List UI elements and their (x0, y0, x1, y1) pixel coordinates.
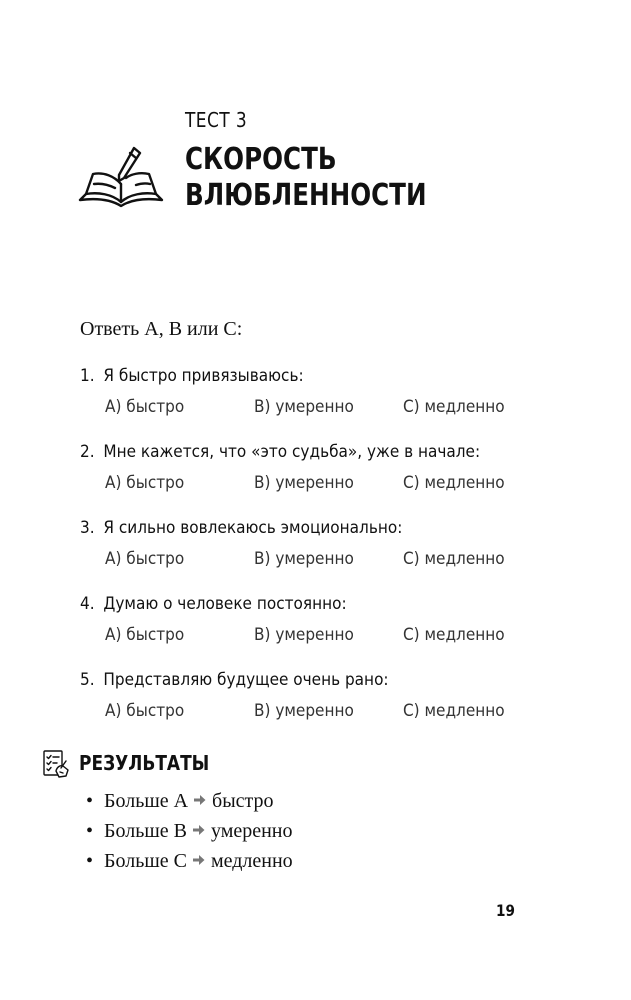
answer-option-a: А) быстро (105, 473, 185, 493)
answer-option-a: А) быстро (105, 397, 185, 417)
results-list (86, 788, 293, 878)
question-list (80, 366, 550, 746)
question-number: 2. (80, 442, 95, 462)
test-label: ТЕСТ 3 (185, 108, 248, 132)
answer-option-c: С) медленно (403, 625, 505, 645)
bullet: • (86, 790, 94, 812)
question-item (80, 670, 550, 746)
answer-option-b: В) умеренно (254, 625, 354, 645)
arrow-right-icon (193, 854, 205, 866)
bullet: • (86, 820, 94, 842)
title-line-2: ВЛЮБЛЕННОСТИ (185, 178, 427, 213)
arrow-right-icon (194, 794, 206, 806)
question-number: 3. (80, 518, 95, 538)
question-text: Я сильно вовлекаюсь эмоционально: (103, 518, 403, 538)
answer-option-b: В) умеренно (254, 397, 354, 417)
question-item (80, 366, 550, 442)
answer-option-a: А) быстро (105, 549, 185, 569)
result-condition: Больше В (104, 820, 187, 842)
result-item (86, 848, 293, 878)
page-number: 19 (496, 901, 515, 920)
answer-option-c: С) медленно (403, 397, 505, 417)
result-item (86, 818, 293, 848)
answer-option-a: А) быстро (105, 701, 185, 721)
question-text: Думаю о человеке постоянно: (103, 594, 347, 614)
page-title (185, 142, 427, 214)
checklist-hand-icon (42, 749, 70, 779)
instructions: Ответь А, В или С: (80, 318, 243, 340)
question-number: 4. (80, 594, 95, 614)
answer-option-a: А) быстро (105, 625, 185, 645)
result-item (86, 788, 293, 818)
question-item (80, 518, 550, 594)
result-outcome: быстро (212, 790, 274, 812)
answer-option-b: В) умеренно (254, 473, 354, 493)
results-heading: РЕЗУЛЬТАТЫ (79, 751, 210, 775)
result-outcome: медленно (210, 850, 293, 872)
arrow-right-icon (193, 824, 205, 836)
question-text: Я быстро привязываюсь: (103, 366, 304, 386)
result-outcome: умеренно (210, 820, 293, 842)
answer-option-b: В) умеренно (254, 701, 354, 721)
question-number: 1. (80, 366, 95, 386)
answer-option-c: С) медленно (403, 549, 505, 569)
answer-option-b: В) умеренно (254, 549, 354, 569)
result-condition: Больше С (104, 850, 187, 872)
answer-option-c: С) медленно (403, 473, 505, 493)
question-text: Представляю будущее очень рано: (103, 670, 389, 690)
book-pencil-icon (78, 144, 164, 210)
question-item (80, 594, 550, 670)
answer-option-c: С) медленно (403, 701, 505, 721)
question-number: 5. (80, 670, 95, 690)
question-text: Мне кажется, что «это судьба», уже в начале: (103, 442, 481, 462)
bullet: • (86, 850, 94, 872)
question-item (80, 442, 550, 518)
result-condition: Больше А (104, 790, 189, 812)
title-line-1: СКОРОСТЬ (185, 142, 337, 177)
